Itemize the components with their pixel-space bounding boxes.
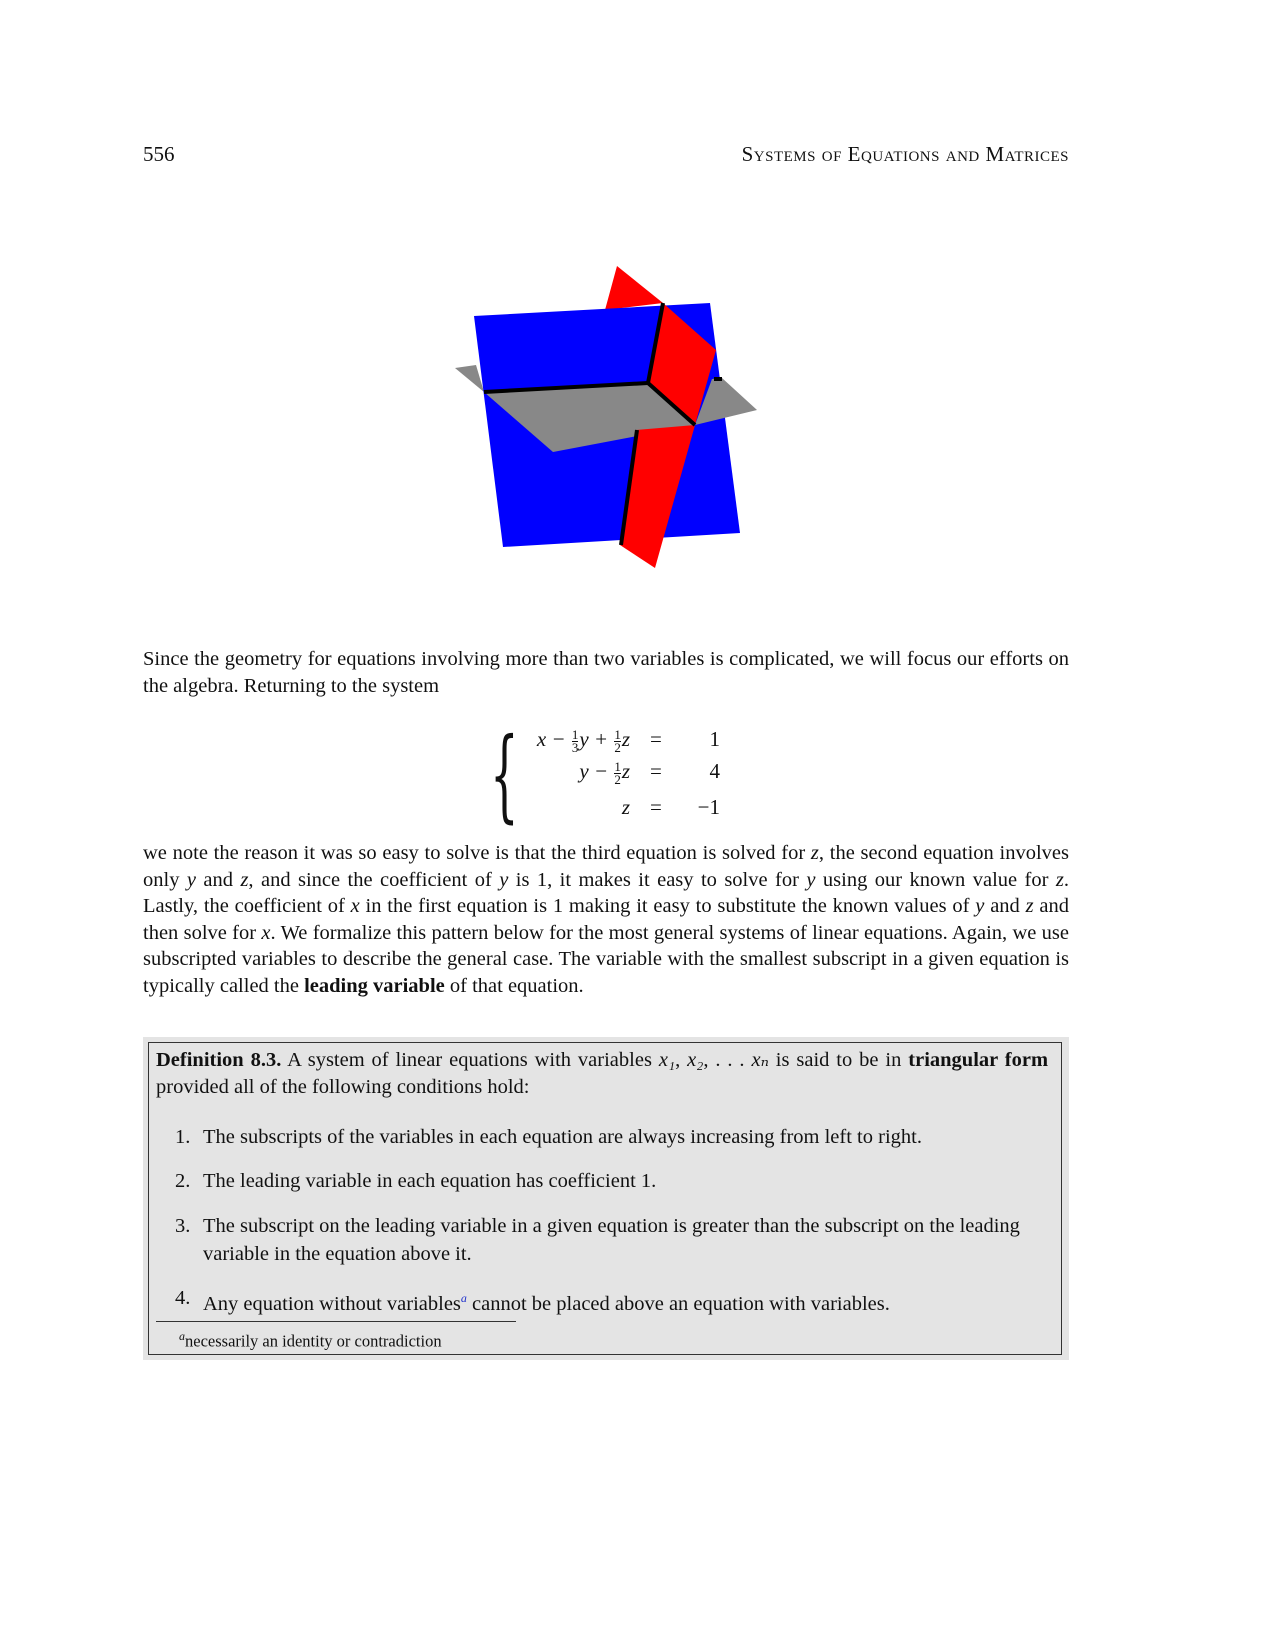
math-variable: y <box>975 895 985 918</box>
gray-plane-back <box>455 365 484 392</box>
text-run: . Lastly, the coefficient of <box>143 868 1069 918</box>
bold-term: Definition 8.3. <box>156 1049 282 1071</box>
left-brace: { <box>490 716 519 833</box>
text-run: , the second equation involves only <box>143 842 1069 891</box>
list-item: 1. The subscripts of the variables in each equation are always increasing from left to right. <box>175 1126 922 1148</box>
equation-row-2: y − $\frac{1}{2}$ z = 4 <box>579 758 720 787</box>
text-run: and <box>984 895 1026 918</box>
math-variable: x₂ <box>687 1049 704 1071</box>
text-run: is 1, it makes it easy to solve for <box>508 868 807 891</box>
text-run: of that equation. <box>444 974 584 997</box>
math-variable: y <box>186 868 196 891</box>
math-variable: xₙ <box>751 1049 769 1071</box>
footnote: $^a$necessarily an identity or contradiction <box>179 1329 442 1351</box>
footnote-mark[interactable]: a <box>460 1291 467 1305</box>
math-variable: x <box>350 895 360 918</box>
definition-intro <box>156 1047 1048 1100</box>
page-number: 556 <box>143 142 175 166</box>
text-run: . We formalize this pattern below for the most general systems of linear equations. Again, we use subscripted variables to describe the general case. The variable with the smallest subscript in a given equation is typically called the <box>143 921 1069 997</box>
list-item: 2. The leading variable in each equation has coefficient 1. <box>175 1170 657 1192</box>
text-run: using our known value for <box>815 868 1056 891</box>
text-run: , <box>675 1049 688 1071</box>
definition-box <box>143 1037 1069 1360</box>
running-title: Systems of Equations and Matrices <box>741 142 1069 166</box>
math-variable: z <box>1055 868 1064 891</box>
math-variable: z <box>810 842 819 864</box>
list-item: 4. Any equation without variables$^a$ cannot be placed above an equation with variables. <box>175 1287 890 1315</box>
math-variable: z <box>1025 895 1034 918</box>
paragraph-explanation <box>143 840 1069 1000</box>
text-run: , and since the coefficient of <box>248 868 500 891</box>
math-variable: z <box>240 868 249 891</box>
text-run: A system of linear equations with variables <box>281 1049 659 1071</box>
text-run: is said to be in <box>768 1049 909 1071</box>
red-plane-back <box>605 266 663 310</box>
text-run: we note the reason it was so easy to solve is that the third equation is solved for <box>143 842 811 864</box>
math-variable: y <box>499 868 509 891</box>
math-variable: x₁ <box>658 1049 676 1071</box>
text-run: and then solve for <box>143 895 1069 944</box>
text-run: Since the geometry for equations involving more than two variables is complicated, we will focus our efforts on the algebra. Returning to the system <box>143 648 1069 697</box>
math-variable: x <box>261 921 271 944</box>
text-run: provided all of the following conditions hold: <box>156 1075 530 1098</box>
equation-row-1: x − $\frac{1}{3}$ y + $\frac{1}{2}$ z = 1 <box>536 726 720 755</box>
math-variable: y <box>806 868 816 891</box>
bold-term: triangular form <box>908 1049 1049 1071</box>
footnote-rule <box>156 1321 516 1322</box>
text-run: , . . . <box>703 1049 752 1071</box>
list-item: 3. The subscript on the leading variable in a given equation is greater than the subscript on the leading variable in the equation above it. <box>175 1215 1020 1265</box>
text-run: and <box>195 868 241 891</box>
equation-row-3: z = −1 <box>621 795 720 819</box>
bold-term: leading variable <box>304 974 445 997</box>
three-planes-figure <box>440 250 780 580</box>
paragraph-intro <box>143 646 1069 699</box>
text-run: in the first equation is 1 making it easy to substitute the known values of <box>359 895 976 918</box>
